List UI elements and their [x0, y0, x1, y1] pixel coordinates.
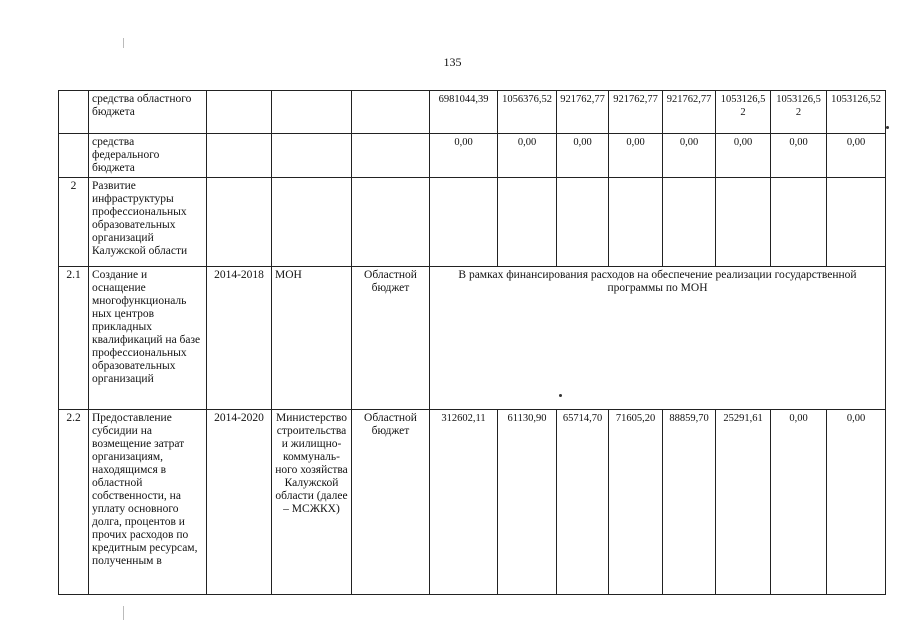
row-period [207, 178, 272, 267]
value-cell: 921762,77 [557, 91, 609, 134]
value-cell [663, 178, 716, 267]
value-cell: 61130,90 [498, 410, 557, 595]
budget-table [58, 90, 886, 595]
row-index [59, 134, 89, 178]
row-index: 2.2 [59, 410, 89, 595]
value-cell: 0,00 [663, 134, 716, 178]
row-executor: МОН [272, 267, 352, 410]
row-index [59, 91, 89, 134]
value-cell [827, 178, 886, 267]
financing-note: В рамках финансирования расходов на обеспечение реализации государственной программы по МОН [430, 267, 886, 410]
value-cell: 0,00 [557, 134, 609, 178]
row-name: средства областного бюджета [89, 91, 207, 134]
value-cell: 0,00 [827, 134, 886, 178]
value-cell: 1053126,52 [716, 91, 771, 134]
value-cell: 921762,77 [663, 91, 716, 134]
value-cell: 25291,61 [716, 410, 771, 595]
value-cell: 1053126,52 [827, 91, 886, 134]
table-row [59, 91, 886, 134]
value-cell: 71605,20 [609, 410, 663, 595]
row-executor: Министерство строительства и жилищно-коммуналь-ного хозяйства Калужской области (далее – МСЖКХ) [272, 410, 352, 595]
row-period [207, 134, 272, 178]
value-cell: 0,00 [430, 134, 498, 178]
value-cell [771, 178, 827, 267]
value-cell [430, 178, 498, 267]
scan-speck [886, 126, 889, 129]
value-cell: 6981044,39 [430, 91, 498, 134]
row-index: 2.1 [59, 267, 89, 410]
row-source [352, 91, 430, 134]
row-index: 2 [59, 178, 89, 267]
scan-mark [123, 38, 124, 48]
value-cell: 1053126,52 [771, 91, 827, 134]
value-cell: 921762,77 [609, 91, 663, 134]
table-row [59, 134, 886, 178]
row-period [207, 91, 272, 134]
table-row [59, 178, 886, 267]
table-row [59, 410, 886, 595]
value-cell [716, 178, 771, 267]
row-period: 2014-2020 [207, 410, 272, 595]
row-source [352, 178, 430, 267]
row-name: Развитие инфраструктуры профессиональных образовательных организаций Калужской области [89, 178, 207, 267]
value-cell [498, 178, 557, 267]
row-source [352, 134, 430, 178]
value-cell: 65714,70 [557, 410, 609, 595]
value-cell: 0,00 [771, 134, 827, 178]
value-cell: 0,00 [827, 410, 886, 595]
row-name: Создание и оснащение многофункциональ ных центров прикладных квалификаций на базе профессиональных образовательных организаций [89, 267, 207, 410]
value-cell: 312602,11 [430, 410, 498, 595]
value-cell: 0,00 [716, 134, 771, 178]
row-period: 2014-2018 [207, 267, 272, 410]
row-executor [272, 91, 352, 134]
value-cell [557, 178, 609, 267]
row-executor [272, 134, 352, 178]
value-cell: 1056376,52 [498, 91, 557, 134]
row-source: Областной бюджет [352, 410, 430, 595]
value-cell: 0,00 [771, 410, 827, 595]
page-number: 135 [443, 55, 462, 69]
value-cell: 88859,70 [663, 410, 716, 595]
value-cell [609, 178, 663, 267]
scan-mark [123, 606, 124, 620]
row-source: Областной бюджет [352, 267, 430, 410]
value-cell: 0,00 [498, 134, 557, 178]
scan-speck [559, 394, 562, 397]
table-row [59, 267, 886, 410]
row-name: средства федерального бюджета [89, 134, 207, 178]
row-executor [272, 178, 352, 267]
row-name: Предоставление субсидии на возмещение затрат организациям, находящимся в областной собственности, на уплату основного долга, процентов и прочих расходов по кредитным ресурсам, полученным в [89, 410, 207, 595]
value-cell: 0,00 [609, 134, 663, 178]
